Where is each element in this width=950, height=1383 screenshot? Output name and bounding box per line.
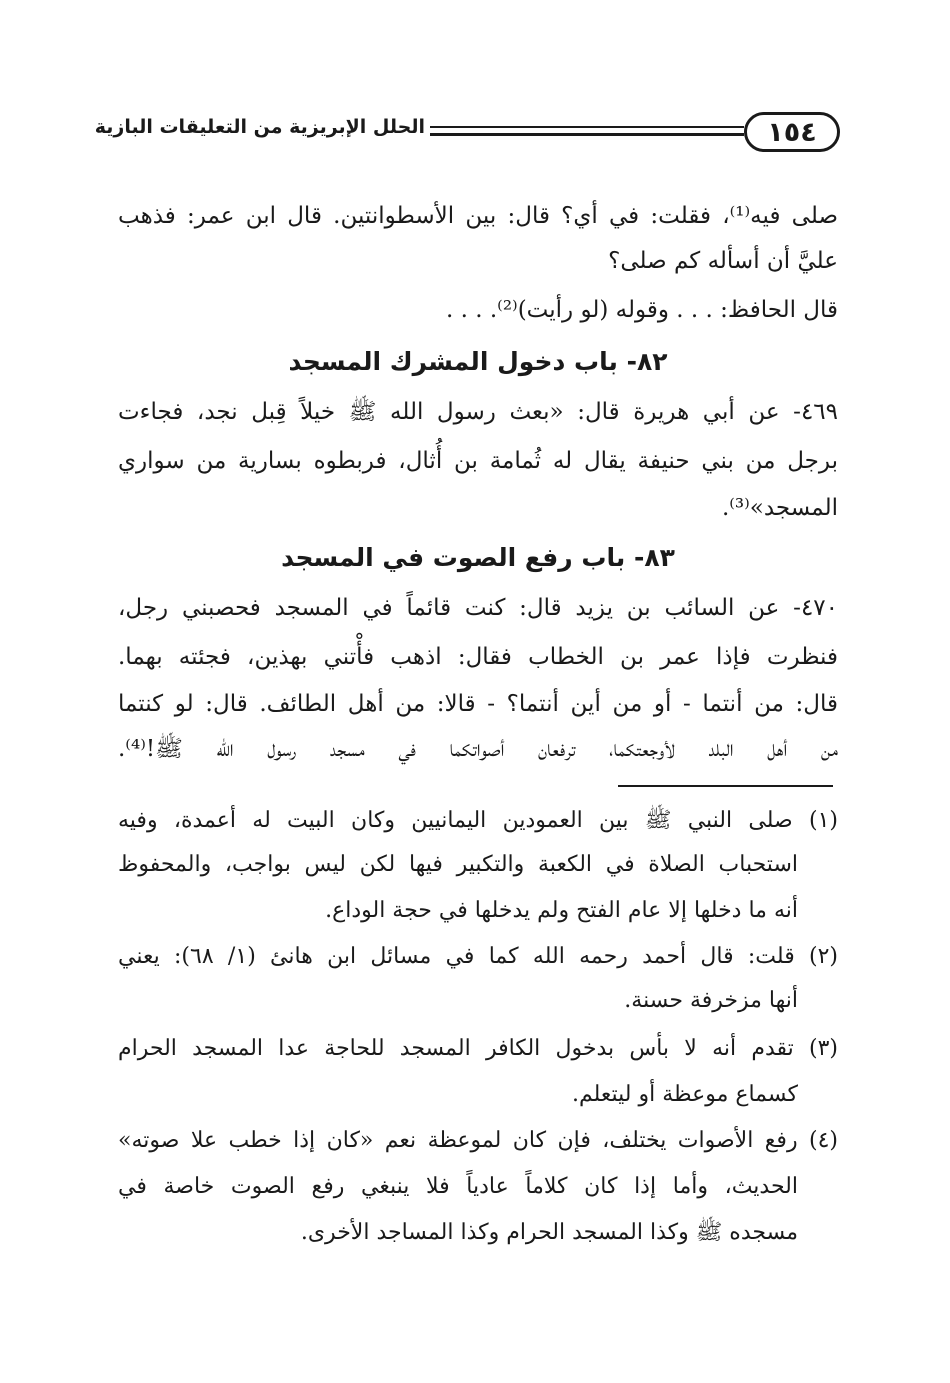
footnote-line: مسجده ﷺ وكذا المسجد الحرام وكذا المساجد الأخرى. bbox=[300, 1220, 798, 1245]
footnote-line: كسماع موعظة أو ليتعلم. bbox=[572, 1082, 798, 1107]
hadith-line: ٤٦٩- عن أبي هريرة قال: «بعث رسول الله ﷺ خيلاً قِبل نجد، فجاءت bbox=[118, 399, 838, 425]
hadith-line: ٤٧٠- عن السائب بن يزيد قال: كنت قائماً في المسجد فحصبني رجل، bbox=[118, 595, 838, 621]
chapter-heading: ٨٣- باب رفع الصوت في المسجد bbox=[281, 543, 675, 572]
hadith-line: فنظرت فإذا عمر بن الخطاب فقال: اذهب فأْتني بهذين، فجئته بهما. bbox=[118, 644, 838, 670]
footnote-line: أنه ما دخلها إلا عام الفتح ولم يدخلها في حجة الوداع. bbox=[325, 898, 798, 923]
body-line: صلى فيه⁽¹⁾، فقلت: في أي؟ قال: بين الأسطوانتين. قال ابن عمر: فذهب bbox=[118, 203, 838, 229]
header-rule-thick bbox=[430, 133, 744, 136]
hadith-line: المسجد»⁽³⁾. bbox=[721, 495, 838, 521]
header-rule bbox=[430, 126, 744, 128]
running-title: الحلل الإبريزية من التعليقات البازية bbox=[94, 116, 425, 138]
footnote-line: الحديث، وأما إذا كان كلاماً عادياً فلا ينبغي رفع الصوت خاصة في bbox=[118, 1174, 798, 1199]
footnote-line: (٣) تقدم أنه لا بأس بدخول الكافر المسجد للحاجة عدا المسجد الحرام bbox=[118, 1036, 838, 1061]
chapter-heading: ٨٢- باب دخول المشرك المسجد bbox=[288, 347, 668, 376]
page-number: ١٥٤ bbox=[744, 112, 840, 152]
footnote-line: أنها مزخرفة حسنة. bbox=[624, 988, 798, 1013]
running-header bbox=[94, 108, 840, 158]
hadith-line: قال: من أنتما - أو من أين أنتما؟ - قالا: من أهل الطائف. قال: لو كنتما bbox=[118, 691, 838, 717]
body-line: عليَّ أن أسأله كم صلى؟ bbox=[608, 248, 838, 274]
body-line: قال الحافظ: . . . وقوله (لو رأيت)⁽²⁾. . . . bbox=[445, 297, 838, 323]
footnote-line: (٤) رفع الأصوات يختلف، فإن كان لموعظة نعم «كان إذا خطب علا صوته» bbox=[118, 1128, 838, 1153]
footnote-line: استحباب الصلاة في الكعبة والتكبير فيها لكن ليس بواجب، والمحفوظ bbox=[118, 852, 798, 877]
footnote-line: (١) صلى النبي ﷺ بين العمودين اليمانيين وكان البيت له أعمدة، وفيه bbox=[118, 808, 838, 833]
hadith-line: برجل من بني حنيفة يقال له ثُمامة بن أُثال، فربطوه بسارية من سواري bbox=[118, 448, 838, 474]
footnote-separator bbox=[618, 785, 833, 787]
footnote-line: (٢) قلت: قال أحمد رحمه الله كما في مسائل ابن هانئ (١/ ٦٨): يعني bbox=[118, 944, 839, 969]
hadith-line: من أهل البلد لأوجعتكما، ترفعان أصواتكما في مسجد رسول الله ﷺ!⁽⁴⁾. bbox=[118, 736, 838, 762]
